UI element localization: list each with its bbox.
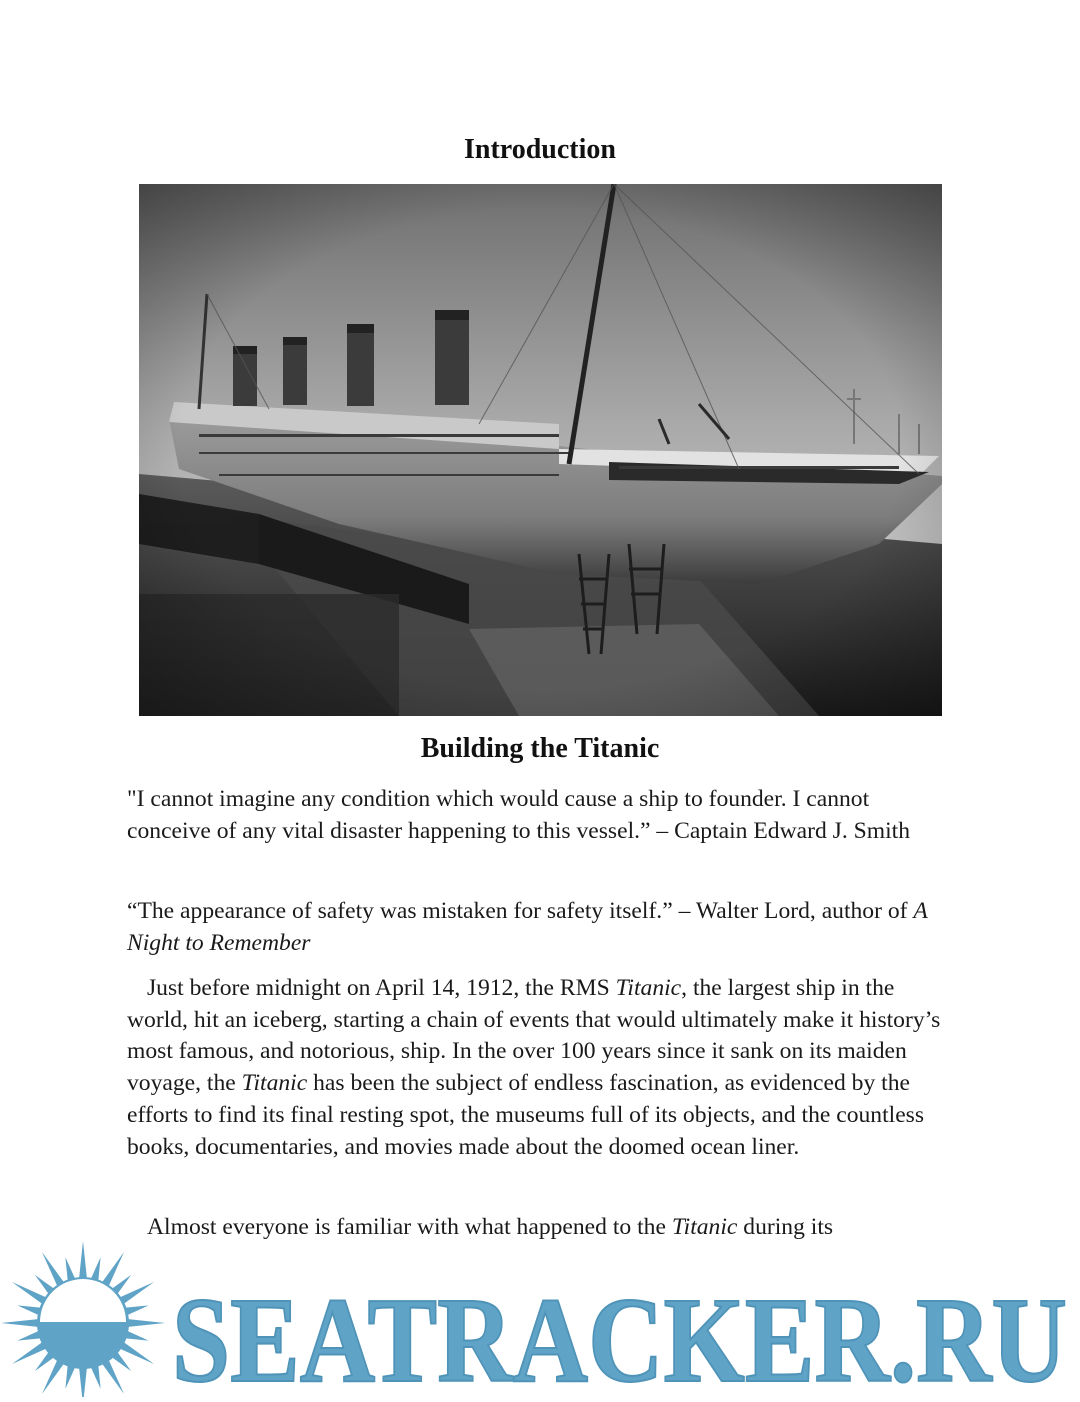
- sun-ray: [42, 1252, 65, 1287]
- sun-ray: [102, 1359, 125, 1394]
- body-paragraph-1: [127, 973, 957, 1163]
- lord-quote: [127, 896, 957, 959]
- sun-ray: [79, 1367, 87, 1397]
- smith-quote-text: "I cannot imagine any condition which would cause a ship to founder. I cannot conceive of any vital disaster happening to this vessel.” – Captain Edward J. Smith: [127, 786, 911, 844]
- lord-quote-text: “The appearance of safety was mistaken for safety itself.” – Walter Lord, author of: [127, 898, 914, 924]
- seatracker-watermark: [0, 1238, 1080, 1397]
- para1-part1: Just before midnight on April 14, 1912, the RMS: [147, 975, 616, 1001]
- sun-ray: [1, 1319, 39, 1327]
- sun-ray: [127, 1319, 165, 1327]
- para2-part1: Almost everyone is familiar with what happened to the: [147, 1214, 672, 1240]
- para1-part2: , the largest ship in the world, hit an iceberg, starting a chain of events that would ultimately make it history’s most famous, and notorious, ship. In the over 100 years since it sank on its maiden voyage, the: [127, 975, 941, 1097]
- sun-logo-icon: [1, 1241, 165, 1397]
- titanic-dry-dock-photo: [139, 184, 942, 716]
- ship-name: Titanic: [615, 975, 682, 1001]
- sun-ray: [12, 1342, 47, 1365]
- para2-part2: during its: [737, 1214, 834, 1240]
- sun-ray: [102, 1252, 125, 1287]
- sun-ray: [119, 1282, 154, 1305]
- ship-name: Titanic: [671, 1214, 738, 1240]
- section-heading: Building the Titanic: [420, 733, 660, 764]
- ship-name: Titanic: [241, 1070, 308, 1097]
- book-title: A Night to Remember: [127, 898, 928, 956]
- introduction-heading: Introduction: [464, 134, 616, 165]
- para1-part3: has been the subject of endless fascination, as evidenced by the efforts to find its final resting spot, the museums full of its objects, and the countless books, documentaries, and movies made about the doomed ocean liner.: [127, 1070, 925, 1160]
- sun-ray: [79, 1241, 87, 1279]
- smith-quote: [127, 784, 957, 847]
- sun-ray: [119, 1342, 154, 1365]
- sun-ray: [42, 1359, 65, 1394]
- watermark-text: SEATRACKER.RU: [172, 1273, 1067, 1397]
- sun-ray: [12, 1282, 47, 1305]
